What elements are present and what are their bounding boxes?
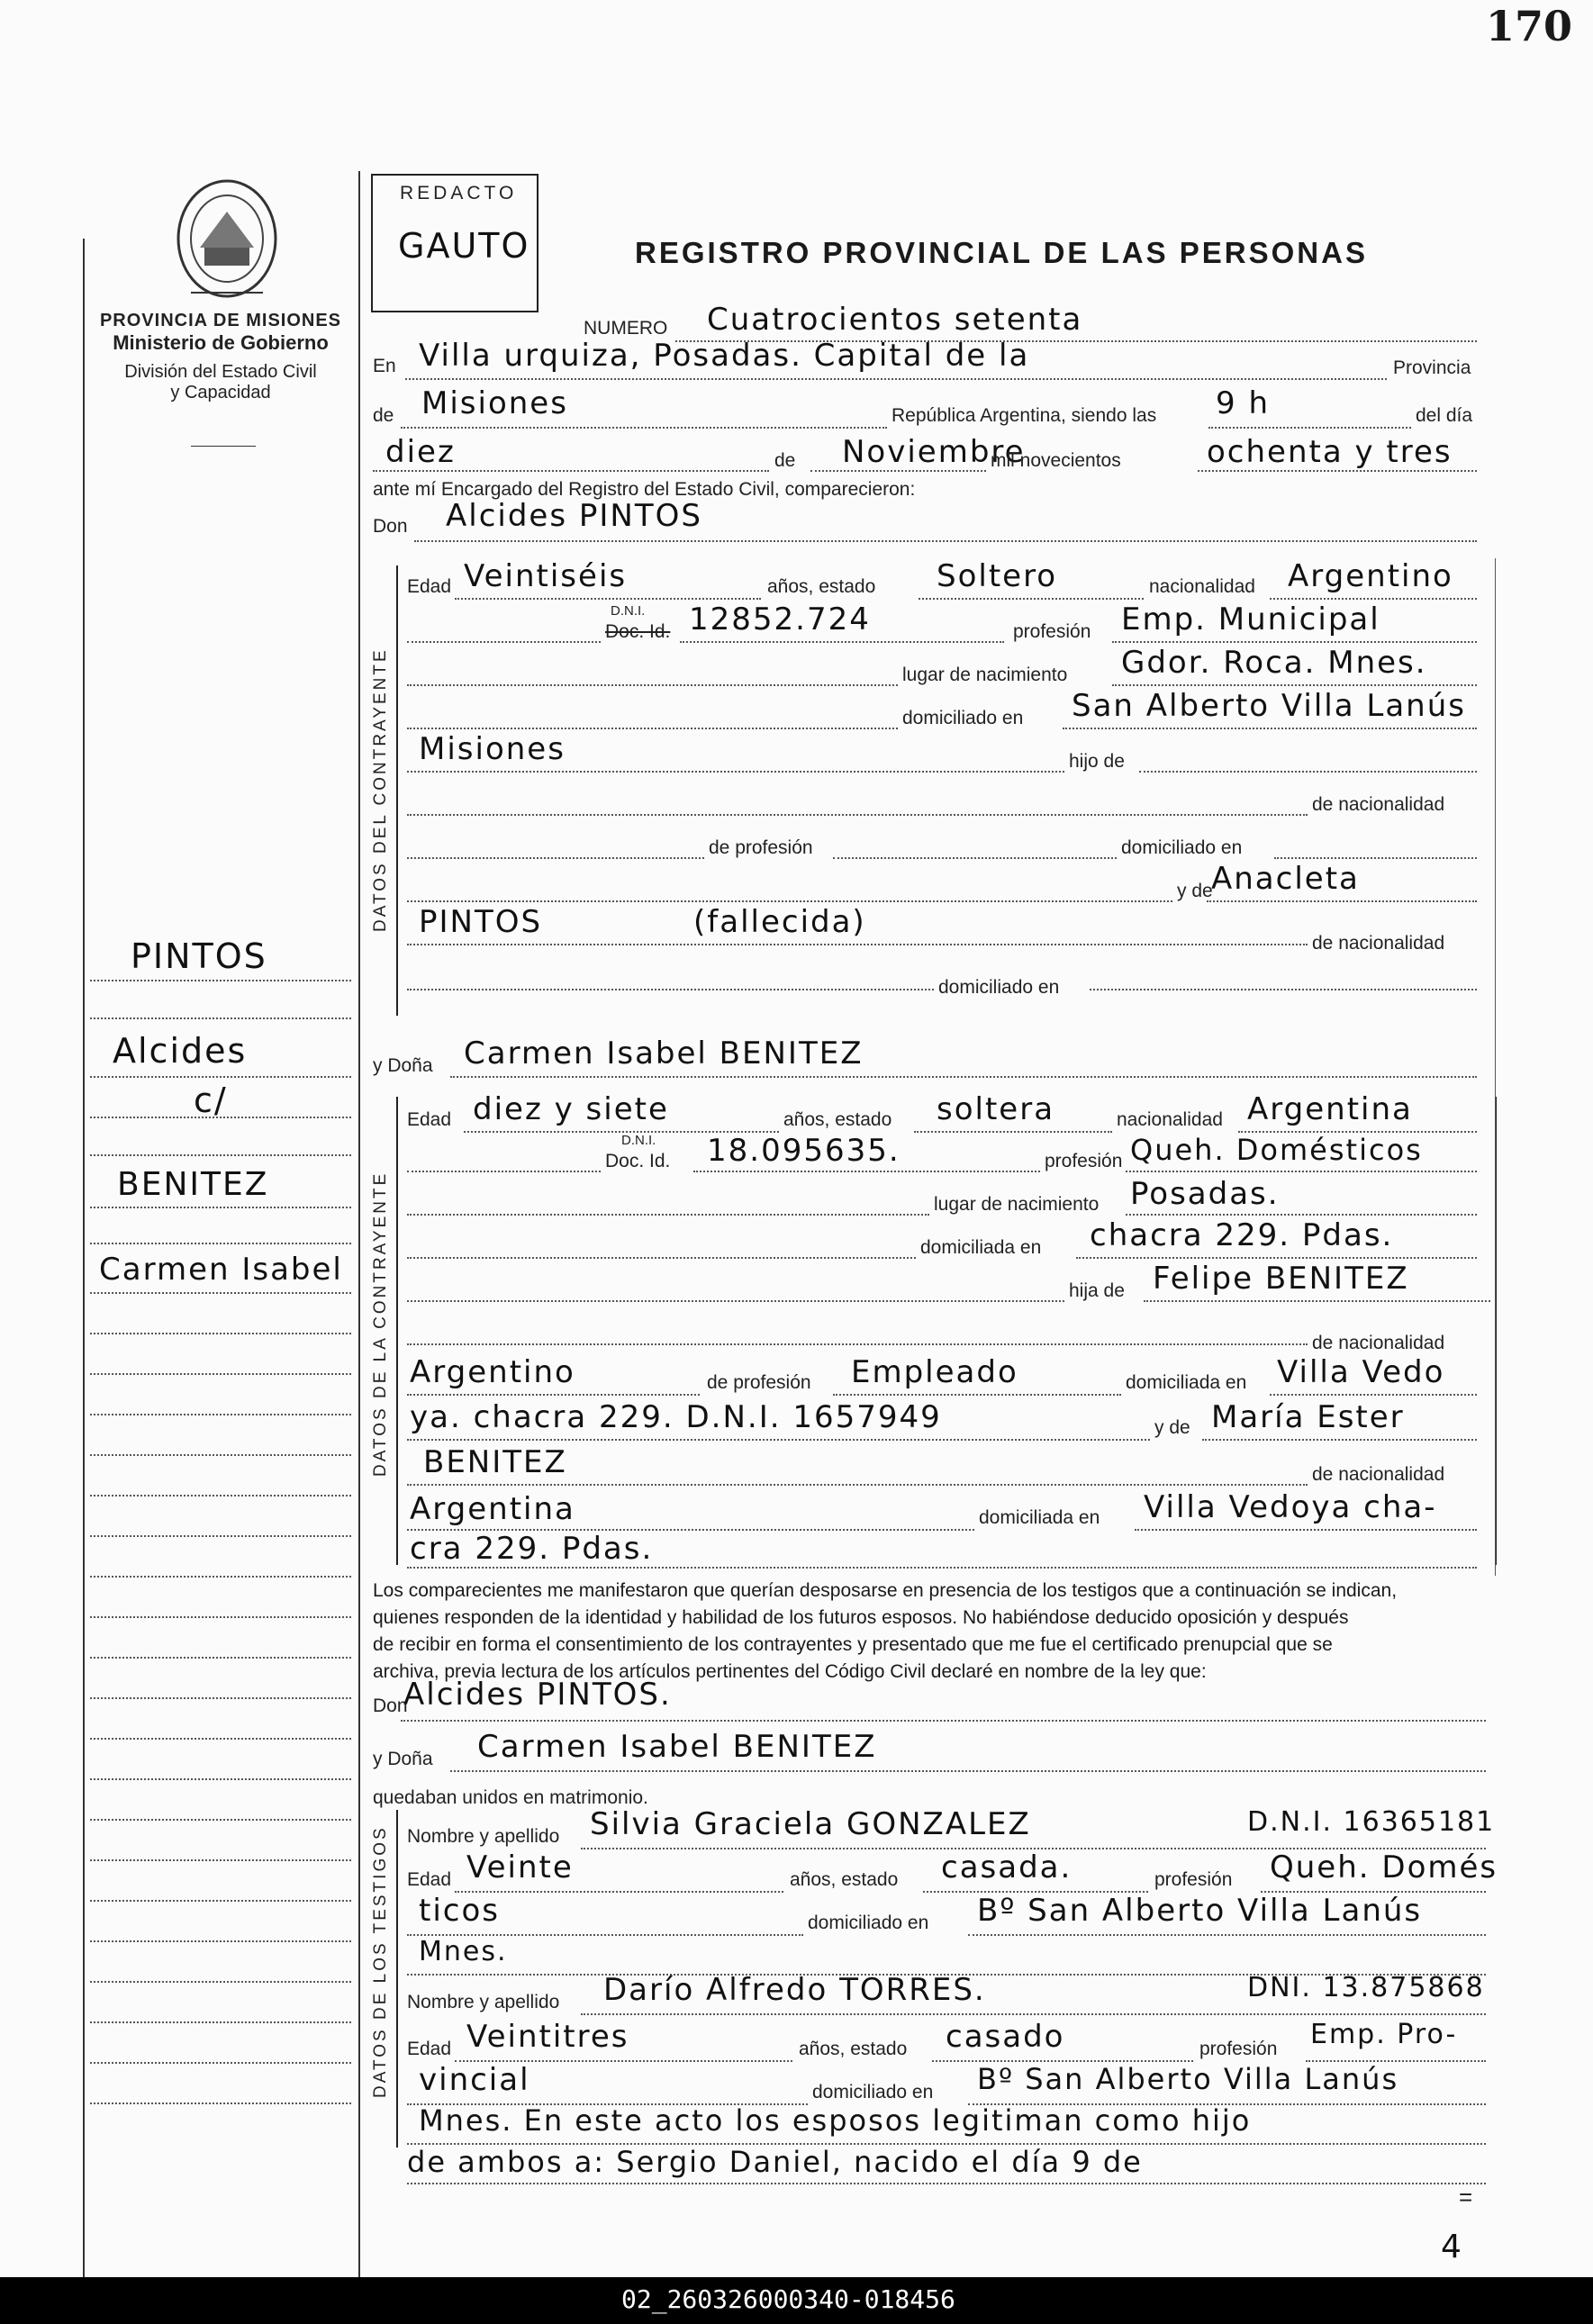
decl-dona-value: Carmen Isabel BENITEZ <box>477 1729 877 1765</box>
edad-f-value: diez y siete <box>473 1091 669 1127</box>
t1-nombre-label: Nombre y apellido <box>407 1826 560 1847</box>
nac-value: Argentino <box>1288 558 1453 594</box>
decl-dona-label: y Doña <box>373 1749 433 1769</box>
madre-note: (fallecida) <box>693 904 866 940</box>
dom-label: domiciliado en <box>902 708 1024 728</box>
estado-f-label: años, estado <box>783 1109 892 1130</box>
dom-f-value: chacra 229. Pdas. <box>1090 1217 1394 1253</box>
edad-f-label: Edad <box>407 1109 452 1130</box>
provincial-seal <box>173 176 281 302</box>
additional-note-2: de ambos a: Sergio Daniel, nacido el día 9 de <box>407 2145 1143 2179</box>
sidebar-note-name: Alcides <box>113 1031 248 1071</box>
t2-estado-label: años, estado <box>799 2039 908 2059</box>
declaration-line-3: de recibir en forma el consentimiento de los contrayentes y presentado que me fue el certificado prenupcial que se <box>373 1634 1333 1655</box>
estado-label: años, estado <box>767 576 876 597</box>
contrayente-f-section-label: DATOS DE LA CONTRAYENTE <box>371 1171 390 1477</box>
madre-f-dom-2: cra 229. Pdas. <box>410 1531 654 1567</box>
page-number: 170 <box>1486 2 1573 50</box>
testigos-section-label: DATOS DE LOS TESTIGOS <box>371 1825 390 2098</box>
document-page: 170 PROVINCIA DE MISIONES Ministerio de Gobierno División del Estado Civil y Capacidad PINTOS Alcides c/ BENITEZ Carmen Isabel REDACTO GAUTO REGISTRO PROVINCIAL DE LAS PERSONAS NUMERO Cuatrocientos setenta En Villa urquiza, Posadas. Capital de la Provincia de Misiones República Argentina, siendo las 9 h del día diez de Noviembre mil novecientos ochenta y tres ante mí Encargado del Registro del Estado Civil, comparecieron: Don Alcides PINTOS DATOS DEL CONTRAYENTE Edad Veintiséis años, estado Soltero nacionalidad Argentino Doc. Id. D.N.I. 12852.724 profesión Emp. Municipal lugar de nacimiento Gdor. Roca. Mnes. domiciliado en San Alberto Villa Lanús Misiones hijo de de nacionalidad de profesión domiciliado en y de Anacleta PINTOS (fallecida) de nacionalidad domiciliado en y Doña Carmen Isabel BENITEZ DATOS DE LA CONTRAYENTE Edad diez y siete años, estado soltera nacionalidad Argentina Doc. Id. D.N.I. 18.095635. profesión Queh. Domésticos lugar de nacimiento Posadas. domiciliada en chacra 229. Pdas. hija de Felipe BENITEZ de nacionalidad Argentino de profesión Empleado domiciliada en Villa Vedo ya. chacra 229. D.N.I. 1657949 y de María Ester BENITEZ de nacionalidad Argentina domiciliada en Villa Vedoya cha- cra 229. Pdas. Los comparecientes me manifestaron que querían desposarse en presencia de los testigos que a continuación se indican, quienes responden de la identidad y habilidad de los futuros esposos. No habiéndose deducido oposición y después de recibir en forma el consentimiento de los contrayentes y presentado que me fue el certificado prenupcial que se archiva, previa lectura de los artículos pertinentes del Código Civil declaré en nombre de la ley que: Don Alcides PINTOS. y Doña Carmen Isabel BENITEZ quedaban unidos en matrimonio. DATOS DE LOS TESTIGOS Nombre y apellido Silvia Graciela GONZALEZ D.N.I. 16365181 Edad Veinte años, estado casada. profesión Queh. Domés ticos domiciliado en Bº San Alberto Villa Lanús Mnes. Nombre y apellido Darío Alfredo TORRES. DNI. 13.875868 Edad Veintitres años, estado casado profesión Emp. Pro- vincial domiciliado en Bº San Alberto Villa Lanús Mnes. En este acto los esposos legitiman como hijo de ambos a: Sergio Daniel, nacido el día 9 de = 4 02_260326000340-018456 <box>0 0 1593 2324</box>
t1-edad-label: Edad <box>407 1869 452 1890</box>
stamp-label: REDACTO <box>400 183 518 203</box>
sidebar-ministry: Ministerio de Gobierno <box>113 331 329 354</box>
padre-nac: Argentino <box>410 1354 575 1390</box>
madre-f-surname: BENITEZ <box>423 1444 567 1480</box>
stamp-name: GAUTO <box>398 226 530 266</box>
t1-prof-value: Queh. Domés <box>1270 1849 1498 1885</box>
contrayente-section-label: DATOS DEL CONTRAYENTE <box>371 647 390 932</box>
prof-f-label: profesión <box>1045 1151 1123 1171</box>
madre-f-value: María Ester <box>1211 1399 1405 1435</box>
sidebar-division: División del Estado Civil <box>124 362 317 382</box>
nac-label: nacionalidad <box>1149 576 1255 597</box>
t2-edad-value: Veintitres <box>466 2019 629 2055</box>
provincia-label: Provincia <box>1393 357 1471 378</box>
domen2-label: domiciliado en <box>938 977 1060 998</box>
domen-label: domiciliado en <box>1121 837 1243 858</box>
t1-nombre-value: Silvia Graciela GONZALEZ <box>590 1806 1031 1842</box>
padre-prof: Empleado <box>851 1354 1018 1390</box>
denac2-label: de nacionalidad <box>1312 933 1445 954</box>
madre-f-dom: Villa Vedoya cha- <box>1144 1489 1437 1525</box>
lugar-label: lugar de nacimiento <box>902 665 1068 685</box>
ante-label: ante mí Encargado del Registro del Estado Civil, comparecieron: <box>373 479 916 500</box>
dom-value-2: Misiones <box>419 731 566 767</box>
lugar-f-label: lugar de nacimiento <box>934 1194 1100 1215</box>
mes-value: Noviembre <box>842 434 1026 470</box>
nac-f-value: Argentina <box>1247 1091 1413 1127</box>
t1-edad-value: Veinte <box>466 1849 574 1885</box>
de-label: de <box>373 405 394 426</box>
denac-f-label: de nacionalidad <box>1312 1333 1445 1353</box>
doc-f-correction: D.N.I. <box>621 1133 656 1148</box>
prof-f-value: Queh. Domésticos <box>1130 1133 1423 1167</box>
nac-f-label: nacionalidad <box>1117 1109 1223 1130</box>
domen-f-label: domiciliada en <box>1126 1372 1247 1393</box>
padre-dom: Villa Vedo <box>1277 1354 1445 1390</box>
doc-f-value: 18.095635. <box>707 1133 901 1169</box>
sidebar-note-benitez: BENITEZ <box>117 1166 269 1203</box>
anio-value: ochenta y tres <box>1207 434 1453 470</box>
decl-don-value: Alcides PINTOS. <box>403 1677 672 1713</box>
doc-f-label: Doc. Id. <box>605 1151 671 1171</box>
hora-value: 9 h <box>1216 385 1270 421</box>
t2-dom-value: Bº San Alberto Villa Lanús <box>977 2062 1399 2096</box>
doc-label: Doc. Id. <box>605 621 671 642</box>
en-label: En <box>373 356 396 376</box>
quedaban-text: quedaban unidos en matrimonio. <box>373 1787 648 1808</box>
additional-note-1: Mnes. En este acto los esposos legitiman como hijo <box>419 2103 1252 2138</box>
sidebar-header <box>86 311 356 403</box>
denac2-f-label: de nacionalidad <box>1312 1464 1445 1485</box>
dom-value: San Alberto Villa Lanús <box>1072 688 1466 724</box>
t2-nombre-value: Darío Alfredo TORRES. <box>603 1972 986 2008</box>
estado-f-value: soltera <box>937 1091 1055 1127</box>
sidebar-note-c: c/ <box>194 1081 228 1120</box>
t1-doc-value: D.N.I. 16365181 <box>1247 1806 1496 1838</box>
don-value: Alcides PINTOS <box>446 498 702 534</box>
doc-correction: D.N.I. <box>611 603 646 619</box>
declaration-line-4: archiva, previa lectura de los artículos pertinentes del Código Civil declaré en nombre de la ley que: <box>373 1661 1207 1682</box>
deprof-f-label: de profesión <box>707 1372 811 1393</box>
t1-prof-value-2: ticos <box>419 1893 500 1929</box>
redacto-stamp <box>371 174 539 312</box>
t2-prof-value-2: vincial <box>419 2062 530 2098</box>
t1-estado-label: años, estado <box>790 1869 899 1890</box>
page-title: REGISTRO PROVINCIAL DE LAS PERSONAS <box>635 236 1368 269</box>
yde-f-label: y de <box>1154 1417 1190 1438</box>
declaration-line-2: quienes responden de la identidad y habilidad de los futuros esposos. No habiéndose deducido oposición y después <box>373 1607 1349 1628</box>
declaration-paragraph <box>373 1578 1489 1686</box>
dia-value: diez <box>385 434 456 470</box>
doc-value: 12852.724 <box>689 601 871 638</box>
t1-dom-value: Bº San Alberto Villa Lanús <box>977 1893 1423 1929</box>
sidebar-note-carmen: Carmen Isabel <box>99 1252 343 1288</box>
prof-value: Emp. Municipal <box>1121 601 1380 638</box>
madre-f-nac: Argentina <box>410 1491 575 1527</box>
numero-value: Cuatrocientos setenta <box>707 302 1083 338</box>
t2-prof-value: Emp. Pro- <box>1310 2019 1458 2050</box>
mil-label: mil novecientos <box>991 450 1121 471</box>
edad-label: Edad <box>407 576 452 597</box>
t2-edad-label: Edad <box>407 2039 452 2059</box>
t2-doc-value: DNI. 13.875868 <box>1247 1972 1485 2003</box>
estado-value: Soltero <box>937 558 1058 594</box>
en-value: Villa urquiza, Posadas. Capital de la <box>419 338 1030 374</box>
denac-label: de nacionalidad <box>1312 794 1445 815</box>
t2-nombre-label: Nombre y apellido <box>407 1992 560 2012</box>
lugar-f-value: Posadas. <box>1130 1176 1280 1212</box>
yde-label: y de <box>1177 881 1213 901</box>
ydona-label: y Doña <box>373 1055 433 1076</box>
t1-estado-value: casada. <box>941 1849 1073 1885</box>
de2-label: de <box>774 450 796 471</box>
hijo-label: hijo de <box>1069 751 1125 772</box>
padre-dom-2: ya. chacra 229. D.N.I. 1657949 <box>410 1399 942 1435</box>
de-value: Misiones <box>421 385 568 421</box>
t2-estado-value: casado <box>946 2019 1065 2055</box>
decl-don-label: Don <box>373 1696 408 1716</box>
don-label: Don <box>373 516 408 537</box>
republica-label: República Argentina, siendo las <box>892 405 1157 426</box>
sidebar-note-surname: PINTOS <box>131 936 267 976</box>
footer-bar <box>0 2277 1593 2324</box>
madre-surname: PINTOS <box>419 904 543 940</box>
t1-prof-label: profesión <box>1154 1869 1233 1890</box>
dona-value: Carmen Isabel BENITEZ <box>464 1035 864 1072</box>
lugar-value: Gdor. Roca. Mnes. <box>1121 645 1427 681</box>
domen2-f-label: domiciliada en <box>979 1507 1100 1528</box>
padre-value: Felipe BENITEZ <box>1153 1261 1409 1297</box>
declaration-line-1: Los comparecientes me manifestaron que querían desposarse en presencia de los testigos que a continuación se indican, <box>373 1580 1398 1601</box>
footer-id: 02_260326000340-018456 <box>621 2284 955 2314</box>
edad-value: Veintiséis <box>464 558 628 594</box>
hija-label: hija de <box>1069 1280 1125 1301</box>
sidebar-division-2: y Capacidad <box>170 383 271 402</box>
prof-label: profesión <box>1013 621 1091 642</box>
t2-dom-label: domiciliado en <box>812 2082 934 2102</box>
t1-dom-label: domiciliado en <box>808 1913 929 1933</box>
margin-mark: 4 <box>1441 2229 1463 2265</box>
del-dia-label: del día <box>1416 405 1473 426</box>
t2-prof-label: profesión <box>1199 2039 1278 2059</box>
dom-f-label: domiciliada en <box>920 1237 1042 1258</box>
deprof-label: de profesión <box>709 837 813 858</box>
t1-dom-value-2: Mnes. <box>419 1936 508 1967</box>
sidebar-province: PROVINCIA DE MISIONES <box>99 311 342 330</box>
numero-label: NUMERO <box>584 318 668 339</box>
madre-value: Anacleta <box>1211 861 1360 897</box>
